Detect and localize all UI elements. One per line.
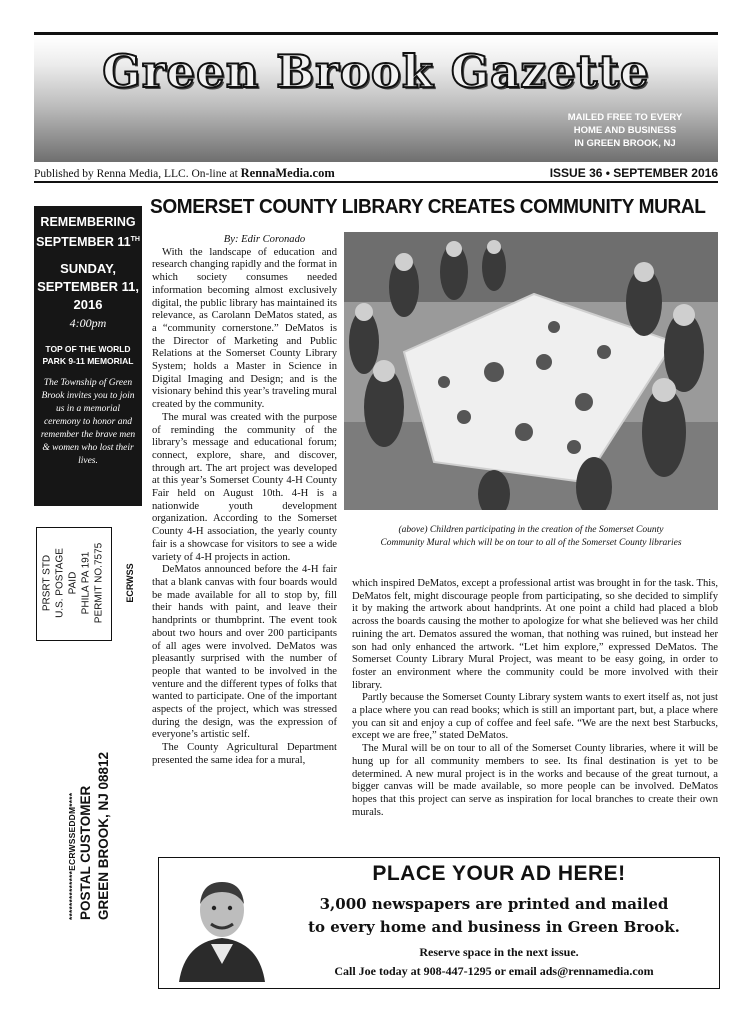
address-name: POSTAL CUSTOMER (78, 785, 93, 920)
mailed-line: IN GREEN BROOK, NJ (574, 138, 676, 149)
masthead-title: Green Brook Gazette (102, 45, 650, 98)
mailed-line: MAILED FREE TO EVERY (567, 112, 683, 123)
ad-contact-line: Call Joe today at 908-447-1295 or email ads@rennamedia.com (334, 964, 654, 978)
caption-line: Community Mural which will be on tour to all of the Somerset County libraries (380, 537, 682, 548)
memorial-title-line2 (34, 231, 142, 251)
indicia-line: PHILA PA 191 (80, 551, 92, 615)
issue-label: ISSUE 36 • SEPTEMBER 2016 (549, 166, 718, 180)
indicia-line: PERMIT NO.7575 (93, 542, 105, 624)
memorial-year: 2016 (73, 297, 103, 313)
ad-line-3: Reserve space in the next issue. (419, 945, 579, 959)
indicia-line: U.S. POSTAGE (54, 548, 66, 618)
mailed-free-notice (540, 111, 710, 150)
publisher-website-link[interactable]: RennaMedia.com (240, 166, 335, 180)
address-city: GREEN BROOK, NJ 08812 (96, 751, 111, 920)
caption-line: (above) Children participating in the creation of the Somerset County (398, 525, 664, 535)
publisher-bar (34, 163, 718, 183)
article-paragraph: DeMatos announced before the 4-H fair that a blank canvas with four boards would be made available for all to stop by, fill their hands with paint, and leave their handprints or thumbprint. The event took about two hours and over 200 participants of all ages were involved. DeMatos was pleasantly surprised with the number of people that wanted to be involved in the venture and the different types of folks that wanted to participate. One of the important aspects of the project, which was stressed during the design, was the expression of everyone’s artistic self. (152, 564, 337, 741)
article-byline: By: Edir Coronado (223, 234, 306, 245)
ad-line-1: 3,000 newspapers are printed and mailed (319, 895, 669, 913)
ad-headline: PLACE YOUR AD HERE! (372, 862, 626, 885)
masthead-top-rule (34, 32, 718, 35)
masthead (34, 37, 718, 162)
mailed-line: HOME AND BUSINESS (573, 125, 677, 136)
memorial-invitation: The Township of Green Brook invites you to join us in a memorial ceremony to honor and remember the brave men & women who lost their lives. (40, 378, 136, 467)
mural-photo (344, 232, 718, 510)
ad-line-2: to every home and business in Green Brook. (308, 918, 680, 936)
article-paragraph: The County Agricultural Department presented the same idea for a mural, (152, 742, 337, 766)
article-paragraph: Partly because the Somerset County Library system wants to exert itself as, not just a place where you can read books; which is still an important part, but, a place where you can sit and enjoy a cup of coffee and feel safe. “We are the next best Starbucks, except we are free,” stated DeMatos. (352, 692, 718, 742)
article-column-2 (352, 578, 718, 819)
memorial-place-line2: PARK 9-11 MEMORIAL (42, 356, 134, 367)
postage-indicia (41, 527, 106, 639)
mailing-address (67, 720, 113, 920)
article-paragraph: which inspired DeMatos, except a professional artist was brought in for the task. This, DeMatos felt, might discourage people from participating, so she decided to simplify it by making the artwork about handprints. At one point a child had placed a blob across the boards causing the mother to apologize for what she believed was her child ruining the art. Dematos assured the woman, that nothing was ruined, but instead her son had only enhanced the artwork. “Let him explore,” expressed DeMatos. The Somerset County Library Mural Project, was meant to be easy going, in order to foster an environment where the community could be more involved with their library. (352, 578, 718, 691)
ecrwss-label: ECRWSS (125, 563, 135, 603)
memorial-time: 4:00pm (69, 316, 107, 331)
memorial-title-text: SEPTEMBER 11 (36, 235, 131, 250)
mural-photo-illustration (344, 232, 718, 510)
article-paragraph: With the landscape of education and research changing rapidly and the format in which society consumes needed information becoming almost exclusively digital, the public library has maintained its relevance, as Carolann DeMatos stated, as a “community cornerstone.” DeMatos is the Director of Marketing and Public Relations at the Somerset County Library System; holds a Master in Science in Digital Imaging and Design; and is the visionary behind this year’s traveling mural created by the community. (152, 246, 337, 411)
indicia-line: PRSRT STD (41, 554, 53, 612)
indicia-line: PAID (67, 571, 79, 595)
publisher-line (34, 166, 335, 181)
memorial-title-line1: REMEMBERING (40, 215, 136, 229)
article-paragraph: The mural was created with the purpose of reminding the community of the library’s message and educational forum; connect, explore, share, and discover, through art. The art project was developed at this year’s Somerset County 4-H County Fair held on August 10th. 4-H is a nationwide youth development organization. According to the Somerset County 4-H association, the yearly county fair is a showcase for visitors to see a wide variety of 4-H projects in action. (152, 411, 337, 563)
advertisement-box[interactable] (158, 857, 720, 989)
article-column-1 (152, 234, 337, 768)
photo-caption (344, 524, 718, 549)
memorial-box (34, 206, 142, 506)
article-headline: SOMERSET COUNTY LIBRARY CREATES COMMUNITY MURAL (150, 195, 706, 218)
publisher-text: Published by Renna Media, LLC. On-line at (34, 168, 241, 180)
address-barcode-line: **************ECRWSSEDDM**** (67, 792, 77, 920)
memorial-title-sup: TH (130, 236, 140, 243)
advertiser-photo (167, 864, 277, 982)
memorial-date: SEPTEMBER 11, (37, 279, 139, 295)
memorial-place-line1: TOP OF THE WORLD (45, 344, 131, 355)
article-paragraph: The Mural will be on tour to all of the Somerset County libraries, where it will be hung up for all community members to see. Its final destination is yet to be determined. A new mural project is in the works and because of the great turnout, a bigger canvas will be made available, so more people can be involved. DeMatos hopes that this project can serve as inspiration for local branches to create their own murals. (352, 743, 718, 818)
memorial-day: SUNDAY, (60, 261, 116, 277)
